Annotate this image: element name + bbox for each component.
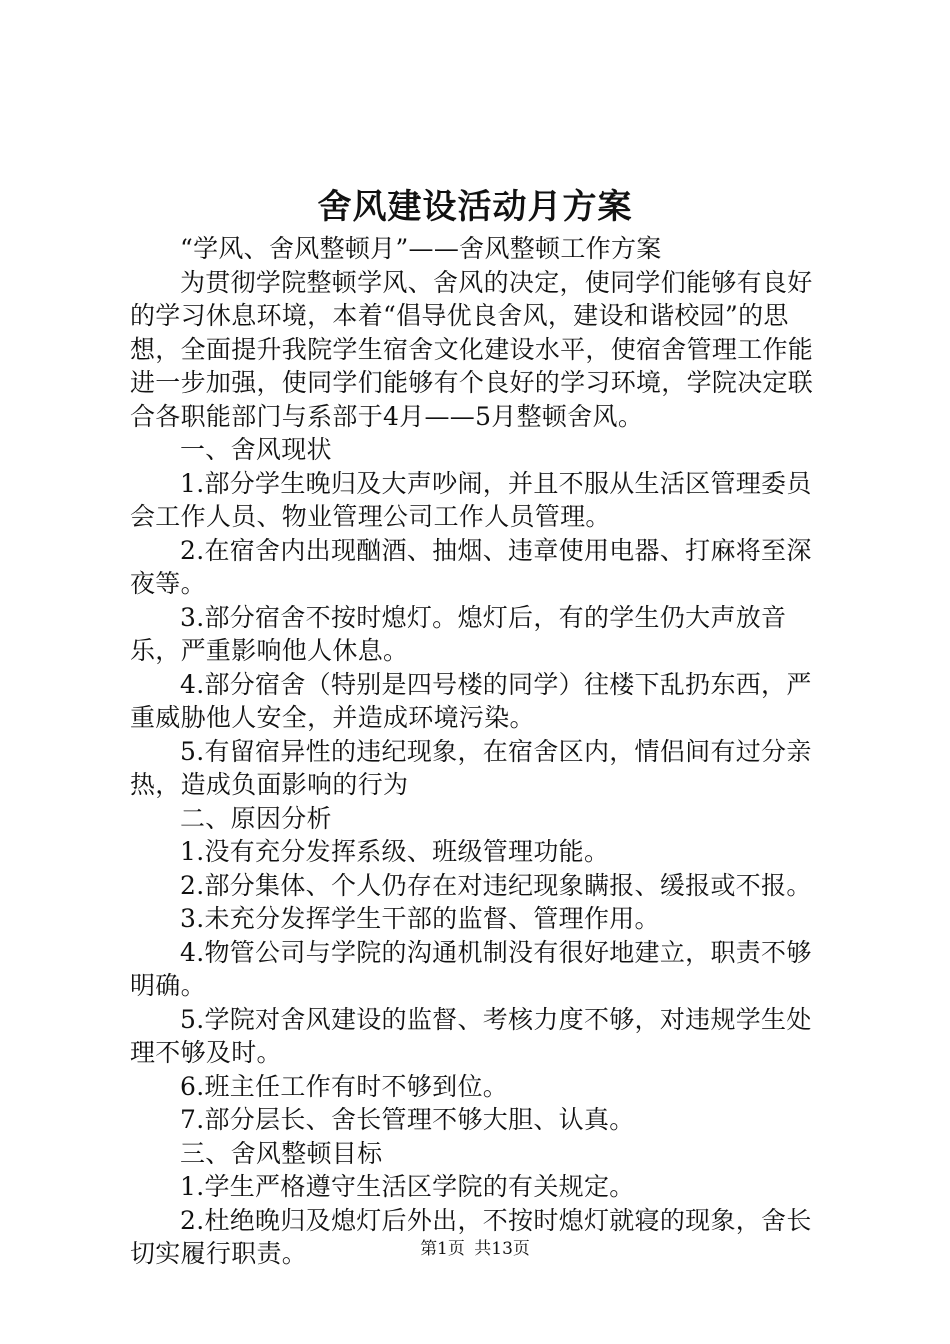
page-number: 第1页: [420, 1239, 465, 1259]
list-item: 2.杜绝晚归及熄灯后外出，不按时熄灯就寝的现象，舍长切实履行职责。: [130, 1205, 812, 1268]
list-item: 4.物管公司与学院的沟通机制没有很好地建立，职责不够明确。: [130, 937, 812, 1000]
paragraph-subtitle: “学风、舍风整顿月”——舍风整顿工作方案: [180, 234, 662, 263]
page-footer: [0, 1237, 950, 1261]
list-item: 5.学院对舍风建设的监督、考核力度不够，对违规学生处理不够及时。: [130, 1004, 812, 1067]
section-heading-3: 三、舍风整顿目标: [180, 1138, 383, 1168]
list-item: 2.在宿舍内出现酗酒、抽烟、违章使用电器、打麻将至深夜等。: [130, 535, 812, 598]
section-heading-2: 二、原因分析: [180, 803, 332, 833]
list-item: 2.部分集体、个人仍存在对违纪现象瞒报、缓报或不报。: [180, 870, 812, 900]
document-title: 舍风建设活动月方案: [317, 187, 633, 227]
list-item: 6.班主任工作有时不够到位。: [180, 1071, 509, 1101]
paragraph-intro: 为贯彻学院整顿学风、舍风的决定，使同学们能够有良好的学习休息环境，本着“倡导优良舍风，建设和谐校园”的思想，全面提升我院学生宿舍文化建设水平，使宿舍管理工作能进一步加强，使同学们能够有个良好的学习环境，学院决定联合各职能部门与系部于4月——5月整顿舍风。: [130, 267, 814, 431]
list-item: 7.部分层长、舍长管理不够大胆、认真。: [180, 1105, 635, 1134]
list-item: 3.部分宿舍不按时熄灯。熄灯后，有的学生仍大声放音乐，严重影响他人休息。: [130, 602, 787, 665]
document-body: [130, 232, 830, 1271]
list-item: 1.部分学生晚归及大声吵闹，并且不服从生活区管理委员会工作人员、物业管理公司工作人员管理。: [130, 468, 812, 531]
list-item: 3.未充分发挥学生干部的监督、管理作用。: [180, 904, 660, 933]
list-item: 1.学生严格遵守生活区学院的有关规定。: [180, 1172, 635, 1201]
page-total: 共13页: [474, 1239, 530, 1259]
section-heading-1: 一、舍风现状: [180, 435, 332, 464]
list-item: 4.部分宿舍（特别是四号楼的同学）往楼下乱扔东西，严重威胁他人安全，并造成环境污染。: [130, 669, 812, 732]
list-item: 5.有留宿异性的违纪现象，在宿舍区内，情侣间有过分亲热，造成负面影响的行为: [130, 736, 812, 799]
list-item: 1.没有充分发挥系级、班级管理功能。: [180, 837, 610, 866]
